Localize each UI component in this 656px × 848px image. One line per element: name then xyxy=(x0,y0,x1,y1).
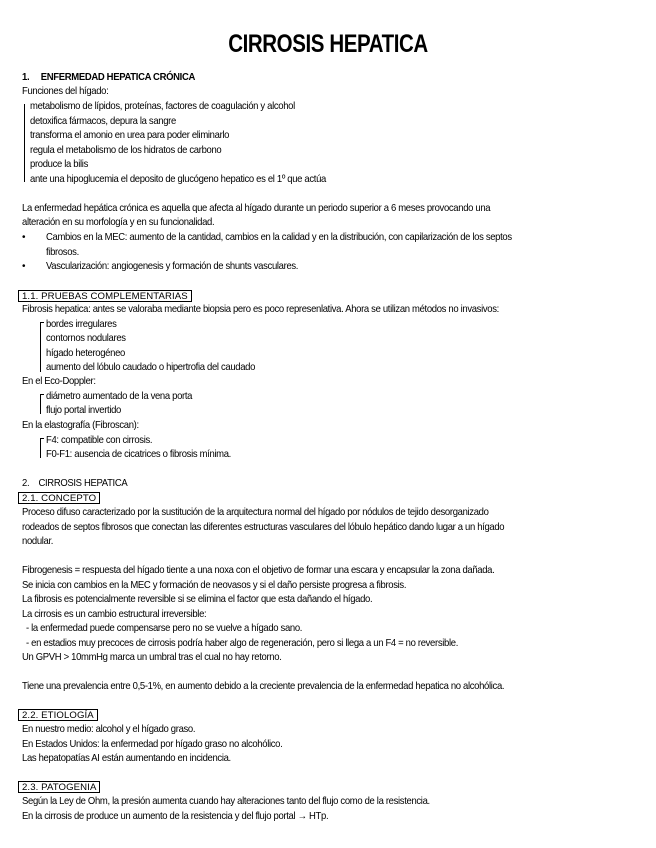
elasto-brace xyxy=(40,438,41,458)
fibrosis-item: contornos nodulares xyxy=(46,333,126,344)
eco-item: flujo portal invertido xyxy=(46,405,121,416)
etiology-line: En Estados Unidos: la enfermedad por hígado graso no alcohólico. xyxy=(22,739,283,750)
section-2-3-box: 2.3. PATOGENIA xyxy=(18,781,100,793)
section-2-2-box: 2.2. ETIOLOGÍA xyxy=(18,709,98,721)
functions-brace xyxy=(24,104,25,182)
bullet-item-continuation: fibrosos. xyxy=(46,247,79,258)
section-2-heading: 2. CIRROSIS HEPATICA xyxy=(22,478,128,489)
function-item: produce la bilis xyxy=(30,159,88,170)
concept-line: rodeados de septos fibrosos que conectan las diferentes estructuras vasculares del lóbulo hepático dando lugar a un hígado xyxy=(22,522,505,533)
concept-line: Proceso difuso caracterizado por la sustitución de la arquitectura normal del hígado por nódulos de tejido desorganizado xyxy=(22,507,489,518)
paragraph-line: La enfermedad hepática crónica es aquella que afecta al hígado durante un periodo superior a 6 meses provocando una xyxy=(22,203,491,214)
section-1-heading: 1. ENFERMEDAD HEPATICA CRÓNICA xyxy=(22,72,195,83)
functions-label: Funciones del hígado: xyxy=(22,86,109,97)
fibrogenesis-line: La fibrosis es potencialmente reversible si se elimina el factor que esta dañando el hígado. xyxy=(22,594,373,605)
brace-tick xyxy=(40,322,44,323)
elasto-item: F4: compatible con cirrosis. xyxy=(46,435,153,446)
etiology-line: Las hepatopatías AI están aumentando en incidencia. xyxy=(22,753,231,764)
bullet-mark: • xyxy=(22,232,26,243)
section-1-1-box: 1.1. PRUEBAS COMPLEMENTARIAS xyxy=(18,290,192,302)
etiology-line: En nuestro medio: alcohol y el hígado graso. xyxy=(22,724,196,735)
eco-label: En el Eco-Doppler: xyxy=(22,376,96,387)
fibrosis-brace xyxy=(40,322,41,372)
elasto-label: En la elastografía (Fibroscan): xyxy=(22,420,139,431)
fibrogenesis-line: La cirrosis es un cambio estructural irreversible: xyxy=(22,609,207,620)
function-item: ante una hipoglucemia el deposito de glucógeno hepatico es el 1º que actúa xyxy=(30,174,326,185)
fibrogenesis-line: - en estadios muy precoces de cirrosis podría haber algo de regeneración, pero si llega a un F4 = no reversible. xyxy=(26,638,458,649)
brace-tick xyxy=(40,438,44,439)
function-item: regula el metabolismo de los hidratos de carbono xyxy=(30,145,222,156)
eco-item: diámetro aumentado de la vena porta xyxy=(46,391,193,402)
paragraph-line: alteración en su morfología y en su funcionalidad. xyxy=(22,217,215,228)
fibrosis-item: aumento del lóbulo caudado o hipertrofia del caudado xyxy=(46,362,256,373)
section-2-1-box: 2.1. CONCEPTO xyxy=(18,492,100,504)
concept-line: nodular. xyxy=(22,536,54,547)
bullet-item: Cambios en la MEC: aumento de la cantidad, cambios en la calidad y en la distribución, con capilarización de los septos xyxy=(46,232,512,243)
fibrosis-line: Fibrosis hepatica: antes se valoraba mediante biopsia pero es poco represenlativa. Ahora se utilizan métodos no invasivos: xyxy=(22,304,499,315)
bullet-item: Vascularización: angiogenesis y formación de shunts vasculares. xyxy=(46,261,299,272)
page-title: CIRROSIS HEPATICA xyxy=(228,30,428,58)
brace-tick xyxy=(40,394,44,395)
fibrogenesis-line: - la enfermedad puede compensarse pero no se vuelve a hígado sano. xyxy=(26,623,303,634)
eco-brace xyxy=(40,394,41,414)
function-item: transforma el amonio en urea para poder eliminarlo xyxy=(30,130,230,141)
pathogenesis-line: En la cirrosis de produce un aumento de la resistencia y del flujo portal → HTp. xyxy=(22,811,329,822)
fibrogenesis-line: Fibrogenesis = respuesta del hígado tiente a una noxa con el objetivo de formar una escara y encapsular la zona dañada. xyxy=(22,565,495,576)
fibrogenesis-line: Un GPVH > 10mmHg marca un umbral tras el cual no hay retorno. xyxy=(22,652,282,663)
fibrogenesis-line: Se inicia con cambios en la MEC y formación de neovasos y si el daño persiste progresa a fibrosis. xyxy=(22,580,407,591)
elasto-item: F0-F1: ausencia de cicatrices o fibrosis mínima. xyxy=(46,449,231,460)
pathogenesis-line: Según la Ley de Ohm, la presión aumenta cuando hay alteraciones tanto del flujo como de la resistencia. xyxy=(22,796,430,807)
bullet-mark: • xyxy=(22,261,26,272)
function-item: metabolismo de lípidos, proteínas, factores de coagulación y alcohol xyxy=(30,101,295,112)
fibrosis-item: hígado heterogéneo xyxy=(46,348,125,359)
prevalence-line: Tiene una prevalencia entre 0,5-1%, en aumento debido a la creciente prevalencia de la enfermedad hepatica no alcohólica. xyxy=(22,681,505,692)
function-item: detoxifica fármacos, depura la sangre xyxy=(30,116,176,127)
fibrosis-item: bordes irregulares xyxy=(46,319,117,330)
